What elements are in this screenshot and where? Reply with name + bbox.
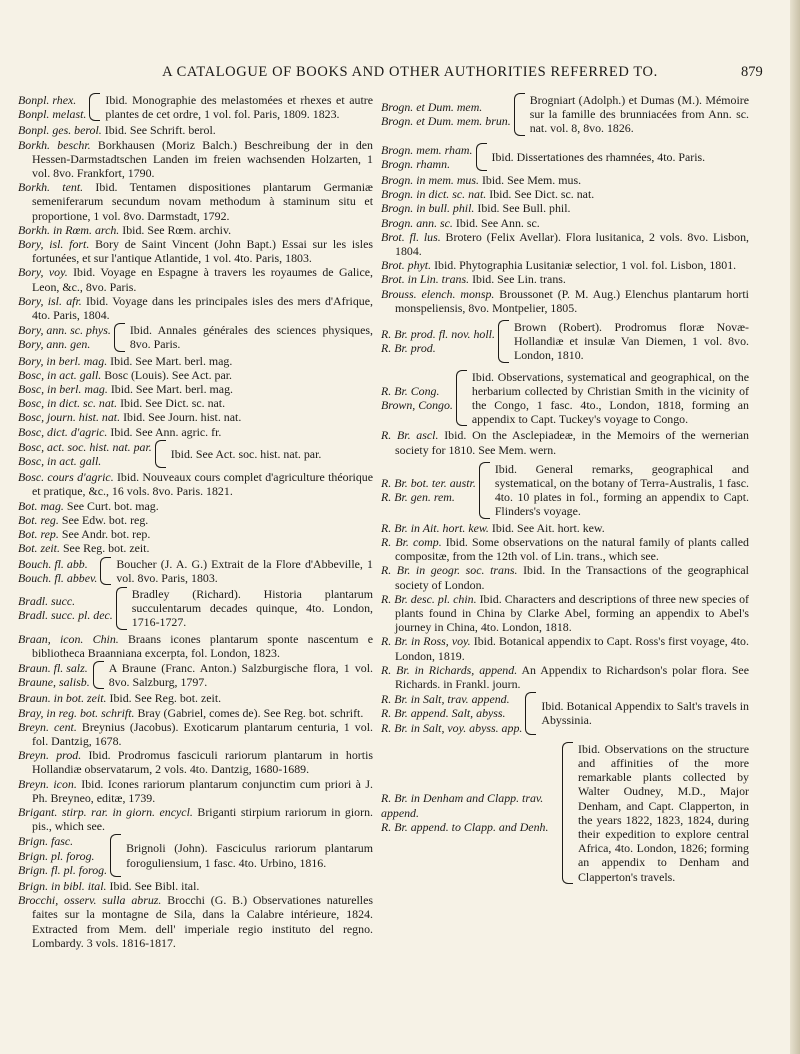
entry-text: Ibid. Tentamen dispositiones plantarum Germaniæ semeniferarum secundum novam methodum à staminum situ et proportione, 1 vol. 8vo. Darmstadt, 1792. — [32, 180, 373, 223]
abbreviation: Braune, salisb. — [18, 675, 90, 690]
entry — [18, 499, 373, 513]
abbreviation: R. Br. in Richards, append. — [381, 662, 518, 677]
brace — [100, 557, 111, 585]
abbreviation: Bosc, in act. gall. — [18, 454, 102, 469]
entry — [18, 180, 373, 223]
abbreviation: Brign. fasc. — [18, 834, 74, 849]
abbreviation: Bosc, dict. d'agric. — [18, 424, 108, 439]
right-column — [381, 92, 749, 886]
abbreviation: Bot. zeit. — [18, 541, 60, 556]
abbreviation: R. Br. append. Salt, abyss. — [381, 706, 506, 721]
abbreviation: Brogn. in bull. phil. — [381, 201, 475, 216]
entry — [18, 541, 373, 555]
catalogue-page — [10, 0, 790, 1054]
brace — [110, 834, 121, 877]
running-header: A CATALOGUE OF BOOKS AND OTHER AUTHORITIES REFERRED TO. — [162, 64, 658, 80]
entry — [381, 173, 749, 187]
entry-text: Ibid. See Act. soc. hist. nat. par. — [170, 446, 322, 461]
entry-text: Ibid. See Lin. trans. — [472, 272, 566, 287]
entry-group — [18, 440, 373, 468]
entry-text: Brignoli (John). Fasciculus rariorum plantarum foroguliensium, 1 fasc. 4to. Urbino, 1816. — [126, 841, 373, 870]
entry-text: Ibid. See Mart. berl. mag. — [110, 353, 233, 368]
abbreviation: Brot. fl. lus. — [381, 229, 441, 244]
entry-group — [381, 370, 749, 427]
abbreviation: Bosc, act. soc. hist. nat. par. — [18, 439, 152, 454]
entry — [18, 527, 373, 541]
entry — [18, 354, 373, 368]
brace — [479, 462, 490, 519]
entry-text: Braans icones plantarum sponte nascentum e bibliotheca Braanniana excerpta, fol. London, 1823. — [32, 631, 373, 660]
abbreviation: R. Br. gen. rem. — [381, 490, 455, 505]
entry-text: Broussonet (P. M. Aug.) Elenchus plantarum horti monspeliensis, 8vo. Montpelier, 1805. — [395, 286, 749, 315]
entry — [381, 521, 749, 535]
brace — [476, 143, 487, 171]
abbreviation: R. Br. in Ait. hort. kew. — [381, 520, 489, 535]
abbreviation: Borkh. in Rœm. arch. — [18, 222, 120, 237]
entry-text: Ibid. See Bull. phil. — [477, 201, 571, 216]
entry — [18, 513, 373, 527]
abbreviation: Brogn. mem. rham. — [381, 142, 473, 157]
entry-text: Ibid. Monographie des melastomées et rhexes et autre plantes de cet ordre, 1 vol. fol. Paris, 1809. 1823. — [105, 93, 373, 122]
entry — [381, 428, 749, 456]
entry — [18, 706, 373, 720]
left-column — [18, 92, 373, 950]
abbreviation: R. Br. prod. fl. nov. holl. — [381, 327, 495, 342]
entry-text: Ibid. Prodromus fasciculi rariorum plantarum in hortis Hollandiæ observatarum, 2 vols. 4to. Dantzig, 1680-1689. — [32, 748, 373, 777]
entry-text: Ibid. See Bibl. ital. — [109, 878, 200, 893]
abbreviation: R. Br. in Salt, voy. abyss. app. — [381, 720, 523, 735]
brace — [89, 93, 100, 121]
entry — [18, 893, 373, 950]
abbreviation: R. Br. bot. ter. austr. — [381, 476, 476, 491]
abbreviation: R. Br. in Salt, trav. append. — [381, 692, 510, 707]
abbreviation: Braan, icon. Chin. — [18, 631, 119, 646]
abbreviation: Bot. reg. — [18, 512, 59, 527]
abbreviation: Brogn. in mem. mus. — [381, 173, 479, 188]
abbreviation: Brot. phyt. — [381, 258, 432, 273]
abbreviation: Brocchi, osserv. sulla abruz. — [18, 893, 162, 908]
brace — [456, 370, 467, 427]
entry-text: Breynius (Jacobus). Exoticarum plantarum centuria, 1 vol. fol. Dantzig, 1678. — [32, 719, 373, 748]
entry-text: An Appendix to Richardson's polar flora. See Richards. in Frankl. journ. — [395, 662, 749, 691]
abbreviation: Braun. fl. salz. — [18, 660, 88, 675]
entry — [18, 470, 373, 498]
abbreviation: Bory, in berl. mag. — [18, 353, 108, 368]
abbreviation: R. Br. append. to Clapp. and Denh. — [381, 819, 549, 834]
abbreviation: Bonpl. rhex. — [18, 93, 77, 107]
brace — [562, 742, 573, 884]
entry-text: Ibid. See Mart. berl. mag. — [110, 382, 234, 397]
entry-group — [381, 93, 749, 136]
entry — [381, 663, 749, 691]
entry-group — [18, 834, 373, 877]
abbreviation: Bosc, in berl. mag. — [18, 382, 108, 397]
entry-text: Brocchi (G. B.) Observationes naturelles faites sur la montagne de Sila, dans la Calabre intérieure, 1824. Extracted from Mem. dell' imperiale regio instituto del regno. Lombardy. 3 vols. 1816-1817. — [32, 893, 373, 950]
abbreviation: Brown, Congo. — [381, 398, 453, 413]
brace — [155, 440, 166, 468]
entry-group — [381, 462, 749, 519]
entry-text: Ibid. See Mem. mus. — [481, 173, 582, 188]
abbreviation: Brign. in bibl. ital. — [18, 878, 107, 893]
abbreviation: Bray, in reg. bot. schrift. — [18, 705, 135, 720]
entry-group — [381, 742, 749, 884]
entry-text: Ibid. General remarks, geographical and systematical, on the botany of Terra-Australis, 1 fasc. 4to. 10 plates in fol., forming an appendix to Capt. Flinders's voyage. — [494, 461, 749, 519]
entry-text: Ibid. On the Asclepiadeæ, in the Memoirs of the wernerian society for 1810. See Mem. wern. — [395, 428, 749, 457]
abbreviation: Bouch. fl. abb. — [18, 556, 88, 571]
abbreviation: Bouch. fl. abbev. — [18, 570, 98, 585]
entry — [381, 563, 749, 591]
abbreviation: Bosc. cours d'agric. — [18, 470, 114, 485]
entry-text: Ibid. Observations on the structure and affinities of the more remarkable plants collected by Walter Oudney, M.D., Major Denham, and Capt. Clapperton, in the years 1822, 1823, 1824, during their expedition to explore central Africa, 4to. London, 1826; forming an appendix to Denham and Clapperton's travels. — [578, 741, 749, 884]
entry — [381, 258, 749, 272]
abbreviation: Bot. mag. — [18, 498, 64, 513]
abbreviation: Bory, ann. sc. phys. — [18, 323, 111, 338]
brace — [93, 661, 104, 689]
entry-text: Bray (Gabriel, comes de). See Reg. bot. schrift. — [137, 705, 364, 720]
abbreviation: Brign. fl. pl. forog. — [18, 862, 108, 877]
abbreviation: R. Br. in Denham and Clapp. trav. append. — [381, 791, 544, 820]
abbreviation: R. Br. Cong. — [381, 383, 440, 398]
entry-group — [381, 143, 749, 171]
entry-text: Ibid. See Reg. bot. zeit. — [109, 691, 222, 706]
entry — [18, 237, 373, 265]
abbreviation: Brogn. rhamn. — [381, 156, 451, 171]
entry — [18, 691, 373, 705]
entry — [18, 410, 373, 424]
entry — [18, 223, 373, 237]
abbreviation: Borkh. tent. — [18, 180, 84, 195]
abbreviation: R. Br. in Ross, voy. — [381, 634, 471, 649]
abbreviation: Brouss. elench. monsp. — [381, 286, 495, 301]
entry-text: See Edw. bot. reg. — [61, 512, 149, 527]
entry — [18, 748, 373, 776]
entry-text: Bosc (Louis). See Act. par. — [104, 367, 233, 382]
entry — [18, 265, 373, 293]
entry-text: Ibid. In the Transactions of the geographical society of London. — [395, 563, 749, 592]
abbreviation: Brigant. stirp. rar. in giorn. encycl. — [18, 804, 193, 819]
entry — [381, 592, 749, 635]
abbreviation: Bradl. succ. — [18, 594, 76, 608]
entry — [18, 777, 373, 805]
brace — [525, 692, 536, 735]
entry-group — [18, 323, 373, 351]
entry-text: Borkhausen (Moriz Balch.) Beschreibung der in den Hessen-Darmstadtschen Landen im freien wachsenden Holzarten, 1 vol. 8vo. Frankfort, 1790. — [32, 137, 373, 181]
brace — [114, 323, 125, 351]
entry — [18, 632, 373, 660]
abbreviation: Bosc, in dict. sc. nat. — [18, 396, 118, 411]
entry-text: Ibid. Voyage dans les principales isles des mers d'Afrique, 4to. Paris, 1804. — [32, 293, 373, 323]
entry-text: Ibid. Botanical Appendix to Salt's travels in Abyssinia. — [541, 699, 749, 728]
entry — [18, 294, 373, 322]
abbreviation: Breyn. icon. — [18, 776, 77, 791]
abbreviation: Breyn. prod. — [18, 748, 82, 763]
abbreviation: Bot. rep. — [18, 527, 59, 542]
entry-text: See Reg. bot. zeit. — [62, 541, 150, 556]
brace — [514, 93, 525, 136]
abbreviation: R. Br. desc. pl. chin. — [381, 591, 477, 606]
abbreviation: Bosc, in act. gall. — [18, 367, 102, 382]
entry-text: Ibid. See Journ. hist. nat. — [123, 410, 242, 425]
abbreviation: Brign. pl. forog. — [18, 848, 95, 863]
entry-text: Ibid. Annales générales des sciences physiques, 8vo. Paris. — [129, 323, 373, 352]
entry-text: Ibid. See Dict. sc. nat. — [120, 396, 226, 411]
entry-text: Ibid. Voyage en Espagne à travers les royaumes de Galice, Leon, &c., 8vo. Paris. — [32, 265, 373, 294]
entry-text: Bory de Saint Vincent (John Bapt.) Essai sur les isles fortunées, et sur l'antique Atlantide, 1 vol. 4to. Paris, 1803. — [32, 237, 373, 266]
entry — [381, 230, 749, 258]
entry-text: See Andr. bot. rep. — [61, 527, 151, 542]
page-number: 879 — [741, 64, 763, 80]
brace — [116, 587, 127, 630]
abbreviation: Brot. in Lin. trans. — [381, 272, 470, 287]
entry — [381, 287, 749, 315]
abbreviation: Brogn. et Dum. mem. — [381, 100, 483, 115]
entry — [381, 216, 749, 230]
entry — [18, 382, 373, 396]
page-edge — [790, 0, 800, 1054]
entry-text: Briganti stirpium rariorum in giorn. pis., which see. — [32, 804, 373, 834]
entry — [381, 634, 749, 662]
entry-text: Brown (Robert). Prodromus floræ Novæ-Hollandiæ et insulæ Van Diemen, 1 vol. 8vo. London, 1810. — [513, 320, 749, 363]
entry-group — [18, 587, 373, 630]
entry-text: Ibid. See Schrift. berol. — [104, 123, 216, 138]
entry-text: Ibid. Observations, systematical and geographical, on the herbarium collected by Christian Smith in the vicinity of the Congo, 1 fasc. 4to., London, 1818, forming an appendix to Capt. Tuckey's voyage to Congo. — [471, 369, 749, 427]
entry — [18, 368, 373, 382]
entry — [381, 535, 749, 563]
entry-text: Ibid. See Rœm. archiv. — [122, 222, 232, 237]
entry-text: Ibid. Nouveaux cours complet d'agriculture théorique et pratique, &c., 16 vols. 8vo. Paris. 1821. — [32, 470, 373, 499]
entry-group — [381, 320, 749, 363]
entry-group — [18, 557, 373, 585]
entry-text: Ibid. Phytographia Lusitaniæ selectior, 1 vol. fol. Lisbon, 1801. — [434, 258, 737, 273]
entry-text: Ibid. Dissertationes des rhamnées, 4to. Paris. — [491, 149, 706, 164]
abbreviation: Bonpl. melast. — [18, 107, 87, 122]
entry — [381, 187, 749, 201]
abbreviation: Brogn. ann. sc. — [381, 215, 453, 230]
abbreviation: Braun. in bot. zeit. — [18, 691, 107, 706]
entry-text: Ibid. Some observations on the natural family of plants called compositæ, from the 12th vol. of Lin. trans., which see. — [395, 534, 749, 564]
abbreviation: R. Br. in geogr. soc. trans. — [381, 563, 518, 578]
abbreviation: Bory, voy. — [18, 265, 68, 280]
entry-text: Bradley (Richard). Historia plantarum succulentarum decades quinque, 4to. London, 1716-1727. — [131, 586, 373, 630]
entry — [18, 425, 373, 439]
entry-group — [18, 661, 373, 689]
entry-text: Ibid. Icones rariorum plantarum conjunctim cum priori à J. Ph. Breyneo, editæ, 1739. — [32, 776, 374, 805]
entry-text: Ibid. See Ann. sc. — [455, 215, 540, 230]
abbreviation: Brogn. in dict. sc. nat. — [381, 187, 487, 202]
entry-text: Ibid. See Ait. hort. kew. — [491, 520, 605, 535]
abbreviation: Borkh. beschr. — [18, 137, 91, 152]
entry-text: See Curt. bot. mag. — [66, 498, 159, 513]
entry — [18, 805, 373, 833]
abbreviation: Bory, isl. afr. — [18, 293, 82, 308]
entry-text: Ibid. See Dict. sc. nat. — [489, 187, 595, 202]
brace — [498, 320, 509, 363]
abbreviation: R. Br. ascl. — [381, 428, 439, 443]
abbreviation: Bory, isl. fort. — [18, 237, 90, 252]
entry — [18, 123, 373, 137]
entry-group — [381, 692, 749, 735]
entry-text: Brogniart (Adolph.) et Dumas (M.). Mémoire sur la famille des brunniacées from Ann. sc. nat. vol. 8, 8vo. 1826. — [529, 93, 749, 136]
abbreviation: Bonpl. ges. berol. — [18, 123, 102, 138]
entry — [18, 720, 373, 748]
entry-text: Ibid. Characters and descriptions of three new species of plants found in China by Clarke Abel, forming an appendix to Abel's journey in China, 4to. London, 1818. — [395, 591, 749, 635]
entry-text: Brotero (Felix Avellar). Flora lusitanica, 2 vols. 8vo. Lisbon, 1804. — [395, 229, 749, 259]
entry-text: A Braune (Franc. Anton.) Salzburgische flora, 1 vol. 8vo. Salzburg, 1797. — [108, 660, 373, 690]
entry-text: Boucher (J. A. G.) Extrait de la Flore d'Abbeville, 1 vol. 8vo. Paris, 1803. — [116, 556, 373, 585]
entry — [18, 879, 373, 893]
abbreviation: Bradl. succ. pl. dec. — [18, 608, 113, 623]
entry-text: Ibid. Botanical appendix to Capt. Ross's first voyage, 4to. London, 1819. — [395, 634, 749, 663]
entry — [381, 272, 749, 286]
abbreviation: R. Br. prod. — [381, 341, 436, 356]
abbreviation: Bosc, journ. hist. nat. — [18, 410, 121, 425]
abbreviation: Brogn. et Dum. mem. brun. — [381, 114, 511, 129]
entry — [381, 201, 749, 215]
abbreviation: Bory, ann. gen. — [18, 337, 91, 352]
abbreviation: Breyn. cent. — [18, 719, 77, 734]
entry-group — [18, 93, 373, 121]
abbreviation: R. Br. comp. — [381, 534, 442, 549]
entry-text: Ibid. See Ann. agric. fr. — [110, 424, 222, 439]
entry — [18, 396, 373, 410]
entry — [18, 138, 373, 181]
